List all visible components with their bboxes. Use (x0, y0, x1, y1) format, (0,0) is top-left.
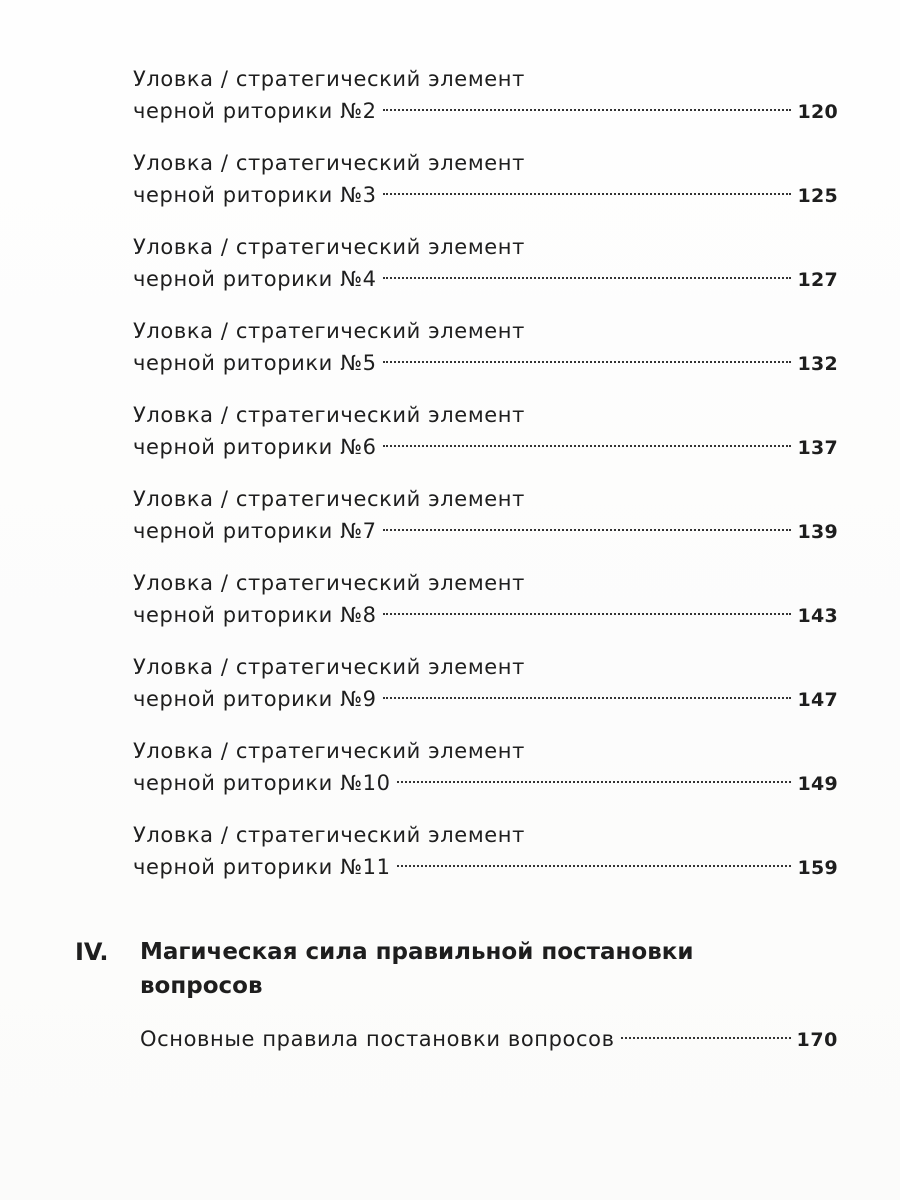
section-title: Магическая сила правильной постановки вопросов (140, 939, 694, 999)
toc-page-number: 139 (797, 521, 838, 543)
toc-page-number: 149 (797, 773, 838, 795)
toc-entry-title-line1: Уловка / стратегический элемент (133, 487, 525, 511)
dot-leader (383, 529, 792, 531)
dot-leader (383, 277, 792, 279)
toc-entry (133, 736, 838, 800)
toc-entry-title-line1: Уловка / стратегический элемент (133, 655, 525, 679)
dot-leader (397, 865, 792, 867)
dot-leader (383, 697, 792, 699)
toc-page-number: 147 (797, 689, 838, 711)
toc-entry-title-line1: Уловка / стратегический элемент (133, 739, 525, 763)
dot-leader (383, 613, 792, 615)
toc-entry-title-line1: Уловка / стратегический элемент (133, 235, 525, 259)
toc-page-number: 127 (797, 269, 838, 291)
toc-entry-title-line1: Уловка / стратегический элемент (133, 67, 525, 91)
dot-leader (383, 445, 792, 447)
toc-entry (133, 568, 838, 632)
toc-entry-title-line2: черной риторики №4 (133, 267, 377, 291)
dot-leader (397, 781, 792, 783)
toc-entry-title-line2: черной риторики №10 (133, 771, 391, 795)
toc-entry (133, 400, 838, 464)
toc-page-number: 159 (797, 857, 838, 879)
toc-entry-title-line1: Уловка / стратегический элемент (133, 571, 525, 595)
toc-entry-title-line1: Уловка / стратегический элемент (133, 403, 525, 427)
toc-entry-title-line2: черной риторики №11 (133, 855, 391, 879)
toc-page-number: 125 (797, 185, 838, 207)
toc-entry (133, 64, 838, 128)
dot-leader (621, 1037, 791, 1039)
toc-entry (140, 1022, 838, 1056)
toc-entry-title-line1: Уловка / стратегический элемент (133, 319, 525, 343)
dot-leader (383, 109, 792, 111)
toc-entry-title-line2: черной риторики №6 (133, 435, 377, 459)
toc-entry-title-line2: черной риторики №3 (133, 183, 377, 207)
toc-page-number: 143 (797, 605, 838, 627)
toc-entry (133, 148, 838, 212)
toc-page-number: 120 (797, 101, 838, 123)
toc-entry-title-line1: Уловка / стратегический элемент (133, 151, 525, 175)
toc-entry (133, 232, 838, 296)
toc-entry-title-line2: черной риторики №7 (133, 519, 377, 543)
toc-entry (133, 652, 838, 716)
toc-entry-title-line2: черной риторики №2 (133, 99, 377, 123)
section-numeral: IV. (75, 938, 109, 966)
dot-leader (383, 361, 792, 363)
dot-leader (383, 193, 792, 195)
toc-page-number: 137 (797, 437, 838, 459)
toc-entry-title-line1: Уловка / стратегический элемент (133, 823, 525, 847)
toc-entry-title-line2: черной риторики №8 (133, 603, 377, 627)
toc-page-number: 170 (796, 1029, 838, 1051)
toc-page-number: 132 (797, 353, 838, 375)
toc-entry-title: Основные правила постановки вопросов (140, 1027, 615, 1051)
toc-entry (133, 820, 838, 884)
toc-entry-title-line2: черной риторики №9 (133, 687, 377, 711)
toc-entry (133, 316, 838, 380)
toc-entry-title-line2: черной риторики №5 (133, 351, 377, 375)
toc-entry (133, 484, 838, 548)
